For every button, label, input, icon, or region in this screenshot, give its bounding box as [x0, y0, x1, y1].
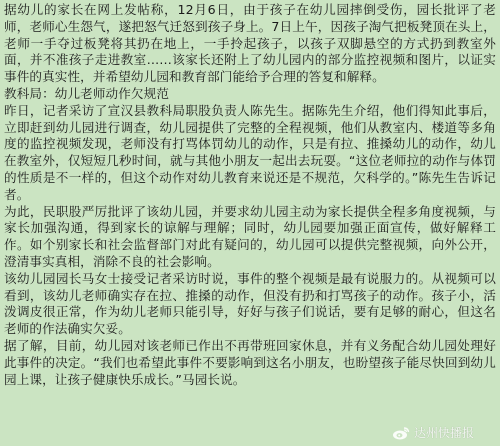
watermark	[392, 424, 474, 441]
article-paragraph-3: 为此，民职股严厉批评了该幼儿园，并要求幼儿园主动为家长提供全程多角度视频，与家长加强沟通，得到家长的谅解与理解；同时，幼儿园要加强正面宣传，做好解释工作。如个别家长和社会监督部门对此有疑问的，幼儿园可以提供完整视频，向外公开，澄清事实真相，消除不良的社会影响。	[4, 203, 496, 269]
weibo-icon	[392, 426, 410, 440]
article-paragraph-5: 据了解，目前，幼儿园对该老师已作出不再带班回家休息，并有义务配合幼儿园处理好此事件的决定。“我们也希望此事件不要影响到这名小朋友，也盼望孩子能尽快回到幼儿园上课，让孩子健康快乐成长。”马园长说。	[4, 337, 496, 387]
section-heading: 教科局：幼儿老师动作欠规范	[4, 85, 170, 101]
article-paragraph-1: 据幼儿的家长在网上发帖称，12月6日，由于孩子在幼儿园摔倒受伤，园长批评了老师，老师心生怨气，遂把怒气迁怒到孩子身上。7日上午，因孩子淘气把板凳顶在头上，老师一手夺过板凳将其扔在地上，一手拎起孩子，以孩子双脚悬空的方式扔到教室外面，并不准孩子走进教室……该家长还附上了幼儿园内的部分监控视频和图片，以证实事件的真实性，并希望幼儿园和教育部门能给予合理的答复和解释。	[4, 2, 496, 85]
article-paragraph-2: 昨日，记者采访了宣汉县教科局职股负责人陈先生。据陈先生介绍，他们得知此事后，立即赶到幼儿园进行调查，幼儿园提供了完整的全程视频，他们从教室内、楼道等多角度的监控视频发现，老师没有打骂体罚幼儿的动作，只是有拉、推搡幼儿的动作，幼儿在教室外，仅短短几秒时间，就与其他小朋友一起出去玩耍。“这位老师拉的动作与体罚的性质是不一样的，但这个动作对幼儿教育来说还是不规范，欠科学的。”陈先生告诉记者。	[4, 102, 496, 202]
article-paragraph-4: 该幼儿园园长马女士接受记者采访时说，事件的整个视频是最有说服力的。从视频可以看到，该幼儿老师确实存在拉、推搡的动作，但没有扔和打骂孩子的动作。孩子小，活泼调皮很正常，作为幼儿老师只能引导，好好与孩子们说话，要有足够的耐心，但这名老师的作法确实欠妥。	[4, 270, 496, 337]
article-body	[4, 2, 496, 388]
watermark-text: 达州快播报	[413, 426, 474, 440]
